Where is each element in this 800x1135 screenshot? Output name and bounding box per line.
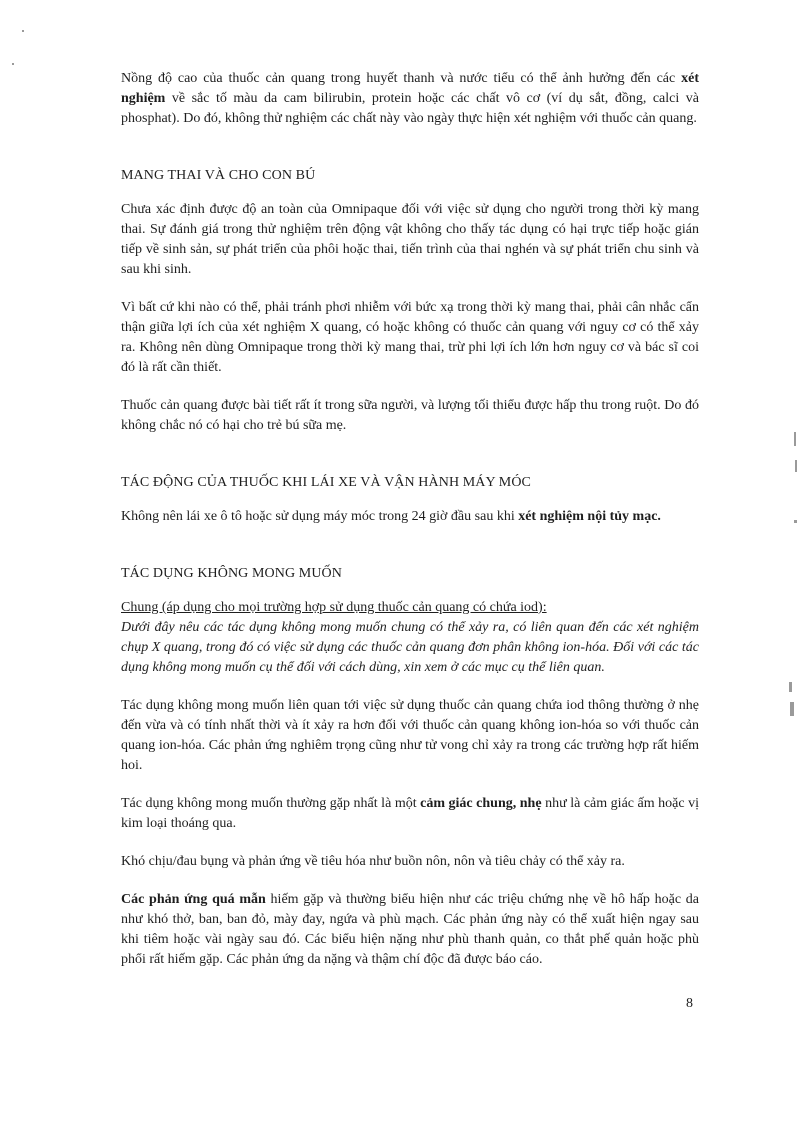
bold-text: cảm giác chung, nhẹ — [420, 796, 542, 811]
paragraph-pregnancy-2: Vì bất cứ khi nào có thể, phải tránh phơi nhiễm với bức xạ trong thời kỳ mang thai, phải cân nhắc cẩn thận giữa lợi ích của xét nghiệm X quang, có hoặc không có thuốc cản quang với nguy cơ có thể xảy ra. Không nên dùng Omnipaque trong thời kỳ mang thai, trừ phi lợi ích lớn hơn nguy cơ và bác sĩ coi đó là rất cần thiết. — [121, 300, 699, 375]
paragraph-driving — [121, 507, 699, 527]
paragraph-adverse-intro: Dưới đây nêu các tác dụng không mong muốn chung có thể xảy ra, có liên quan đến các xét nghiệm chụp X quang, trong đó có việc sử dụng các thuốc cản quang đơn phân không ion-hóa. Đối với các tác dụng không mong muốn cụ thể đối với cách dùng, xin xem ở các mục cụ thể liên quan. — [121, 620, 699, 675]
scan-speck — [789, 682, 792, 692]
paragraph-hypersensitivity — [121, 890, 699, 970]
section-heading-pregnancy: MANG THAI VÀ CHO CON BÚ — [121, 168, 316, 183]
paragraph-adverse-3: Khó chịu/đau bụng và phản ứng về tiêu hóa như buồn nôn, nôn và tiêu chảy có thể xảy ra. — [121, 854, 625, 869]
scan-speck — [790, 702, 794, 716]
scan-speck — [12, 63, 14, 65]
paragraph-pregnancy-3: Thuốc cản quang được bài tiết rất ít trong sữa người, và lượng tối thiểu được hấp thu trong ruột. Do đó không chắc nó có hại cho trẻ bú sữa mẹ. — [121, 398, 699, 433]
text: về sắc tố màu da cam bilirubin, protein hoặc các chất vô cơ (ví dụ sắt, đồng, calci và phosphat). Do đó, không thử nghiệm các chất này vào ngày thực hiện xét nghiệm với thuốc cản quang. — [121, 91, 699, 126]
section-heading-driving: TÁC ĐỘNG CỦA THUỐC KHI LÁI XE VÀ VẬN HÀNH MÁY MÓC — [121, 475, 531, 490]
scan-speck — [794, 520, 797, 523]
scan-speck — [795, 460, 797, 472]
scan-speck — [22, 30, 24, 32]
text: Nồng độ cao của thuốc cản quang trong huyết thanh và nước tiểu có thể ảnh hưởng đến các — [121, 71, 682, 86]
scan-speck — [794, 432, 796, 446]
bold-text: xét nghiệm nội tủy mạc. — [518, 509, 661, 524]
paragraph-lab-interference — [121, 69, 699, 129]
paragraph-pregnancy-1: Chưa xác định được độ an toàn của Omnipaque đối với việc sử dụng cho người trong thời kỳ mang thai. Sự đánh giá trong thử nghiệm trên động vật không cho thấy tác dụng có hại trực tiếp hoặc gián tiếp về sinh sản, sự phát triển của phôi hoặc thai, tiến trình của thai nghén và sự phát triển chu sinh và sau khi sinh. — [121, 202, 699, 277]
bold-text: xét nghiệm — [121, 71, 699, 106]
page-content — [121, 69, 699, 970]
page-number: 8 — [686, 996, 693, 1011]
text: như là cảm giác ấm hoặc vị kim loại thoáng qua. — [121, 796, 700, 831]
text: Tác dụng không mong muốn thường gặp nhất là một — [121, 796, 421, 811]
paragraph-adverse-2 — [121, 794, 699, 834]
paragraph-adverse-1: Tác dụng không mong muốn liên quan tới việc sử dụng thuốc cản quang chứa iod thông thường ở nhẹ đến vừa và có tính nhất thời và ít xảy ra hơn đối với thuốc cản quang không ion-hóa so với thuốc cản quang ion-hóa. Các phản ứng nghiêm trọng cũng như tử vong chỉ xảy ra trong các trường hợp rất hiếm hoi. — [121, 698, 699, 773]
text: hiếm gặp và thường biểu hiện như các triệu chứng nhẹ về hô hấp hoặc da như khó thở, ban, ban đỏ, mày đay, ngứa và phù mạch. Các phản ứng này có thể xuất hiện ngay sau khi tiêm hoặc vài ngày sau đó. Các biểu hiện nặng như phù thanh quản, co thắt phế quản hoặc phù phổi rất hiếm gặp. Các phản ứng da nặng và thậm chí độc đã được báo cáo. — [121, 892, 700, 967]
text: Không nên lái xe ô tô hoặc sử dụng máy móc trong 24 giờ đầu sau khi — [121, 509, 519, 524]
subheading-general: Chung (áp dụng cho mọi trường hợp sử dụng thuốc cản quang có chứa iod): — [121, 600, 547, 615]
section-heading-adverse-effects: TÁC DỤNG KHÔNG MONG MUỐN — [121, 566, 342, 581]
bold-text: Các phản ứng quá mẫn — [121, 892, 266, 907]
